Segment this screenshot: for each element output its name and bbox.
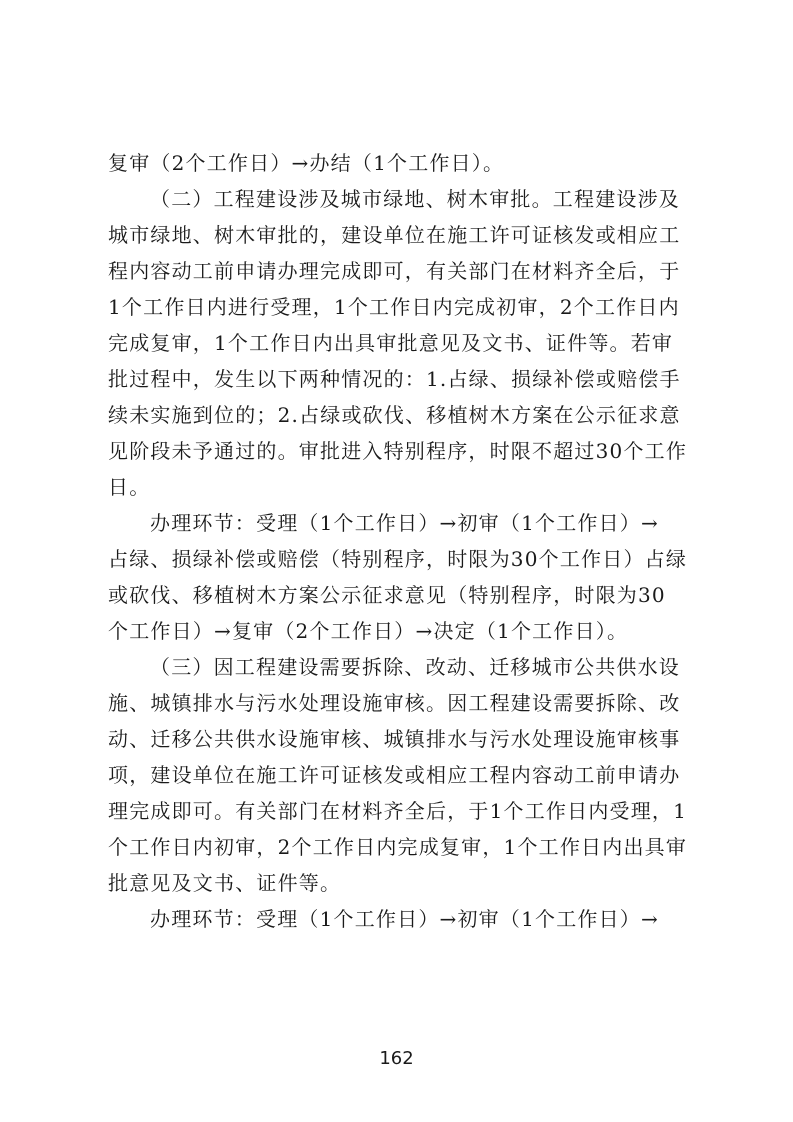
text-line-11: 办理环节：受理（1个工作日）→初审（1个工作日）→ (150, 511, 659, 535)
text-line-15: （三）因工程建设需要拆除、改动、迁移城市公共供水设 (150, 655, 680, 679)
text-line-22: 办理环节：受理（1个工作日）→初审（1个工作日）→ (150, 907, 659, 931)
text-line-16: 施、城镇排水与污水处理设施审核。因工程建设需要拆除、改 (108, 691, 681, 715)
text-line-13: 或砍伐、移植树木方案公示征求意见（特别程序，时限为30 (108, 583, 666, 607)
text-line-4: 程内容动工前申请办理完成即可，有关部门在材料齐全后，于 (108, 259, 681, 283)
text-line-7: 批过程中，发生以下两种情况的：1.占绿、损绿补偿或赔偿手 (108, 367, 681, 391)
text-line-14: 个工作日）→复审（2个工作日）→决定（1个工作日）。 (108, 619, 629, 643)
text-line-2: （二）工程建设涉及城市绿地、树木审批。工程建设涉及 (150, 187, 680, 211)
page-number: 162 (379, 1048, 414, 1069)
text-line-12: 占绿、损绿补偿或赔偿（特别程序，时限为30个工作日）占绿 (108, 547, 688, 571)
text-line-10: 日。 (108, 475, 151, 499)
text-line-9: 见阶段未予通过的。审批进入特别程序，时限不超过30个工作 (108, 439, 688, 463)
text-line-3: 城市绿地、树木审批的，建设单位在施工许可证核发或相应工 (108, 223, 681, 247)
text-line-6: 完成复审，1个工作日内出具审批意见及文书、证件等。若审 (108, 331, 674, 355)
text-line-20: 个工作日内初审，2个工作日内完成复审，1个工作日内出具审 (108, 835, 688, 859)
body-text (108, 145, 686, 937)
text-line-21: 批意见及文书、证件等。 (108, 871, 342, 895)
text-line-17: 动、迁移公共供水设施审核、城镇排水与污水处理设施审核事 (108, 727, 681, 751)
text-line-19: 理完成即可。有关部门在材料齐全后，于1个工作日内受理，1 (108, 799, 688, 823)
text-line-8: 续未实施到位的；2.占绿或砍伐、移植树木方案在公示征求意 (108, 403, 681, 427)
text-line-1: 复审（2个工作日）→办结（1个工作日）。 (108, 151, 505, 175)
text-line-18: 项，建设单位在施工许可证核发或相应工程内容动工前申请办 (108, 763, 681, 787)
text-line-5: 1个工作日内进行受理，1个工作日内完成初审，2个工作日内 (108, 295, 680, 319)
